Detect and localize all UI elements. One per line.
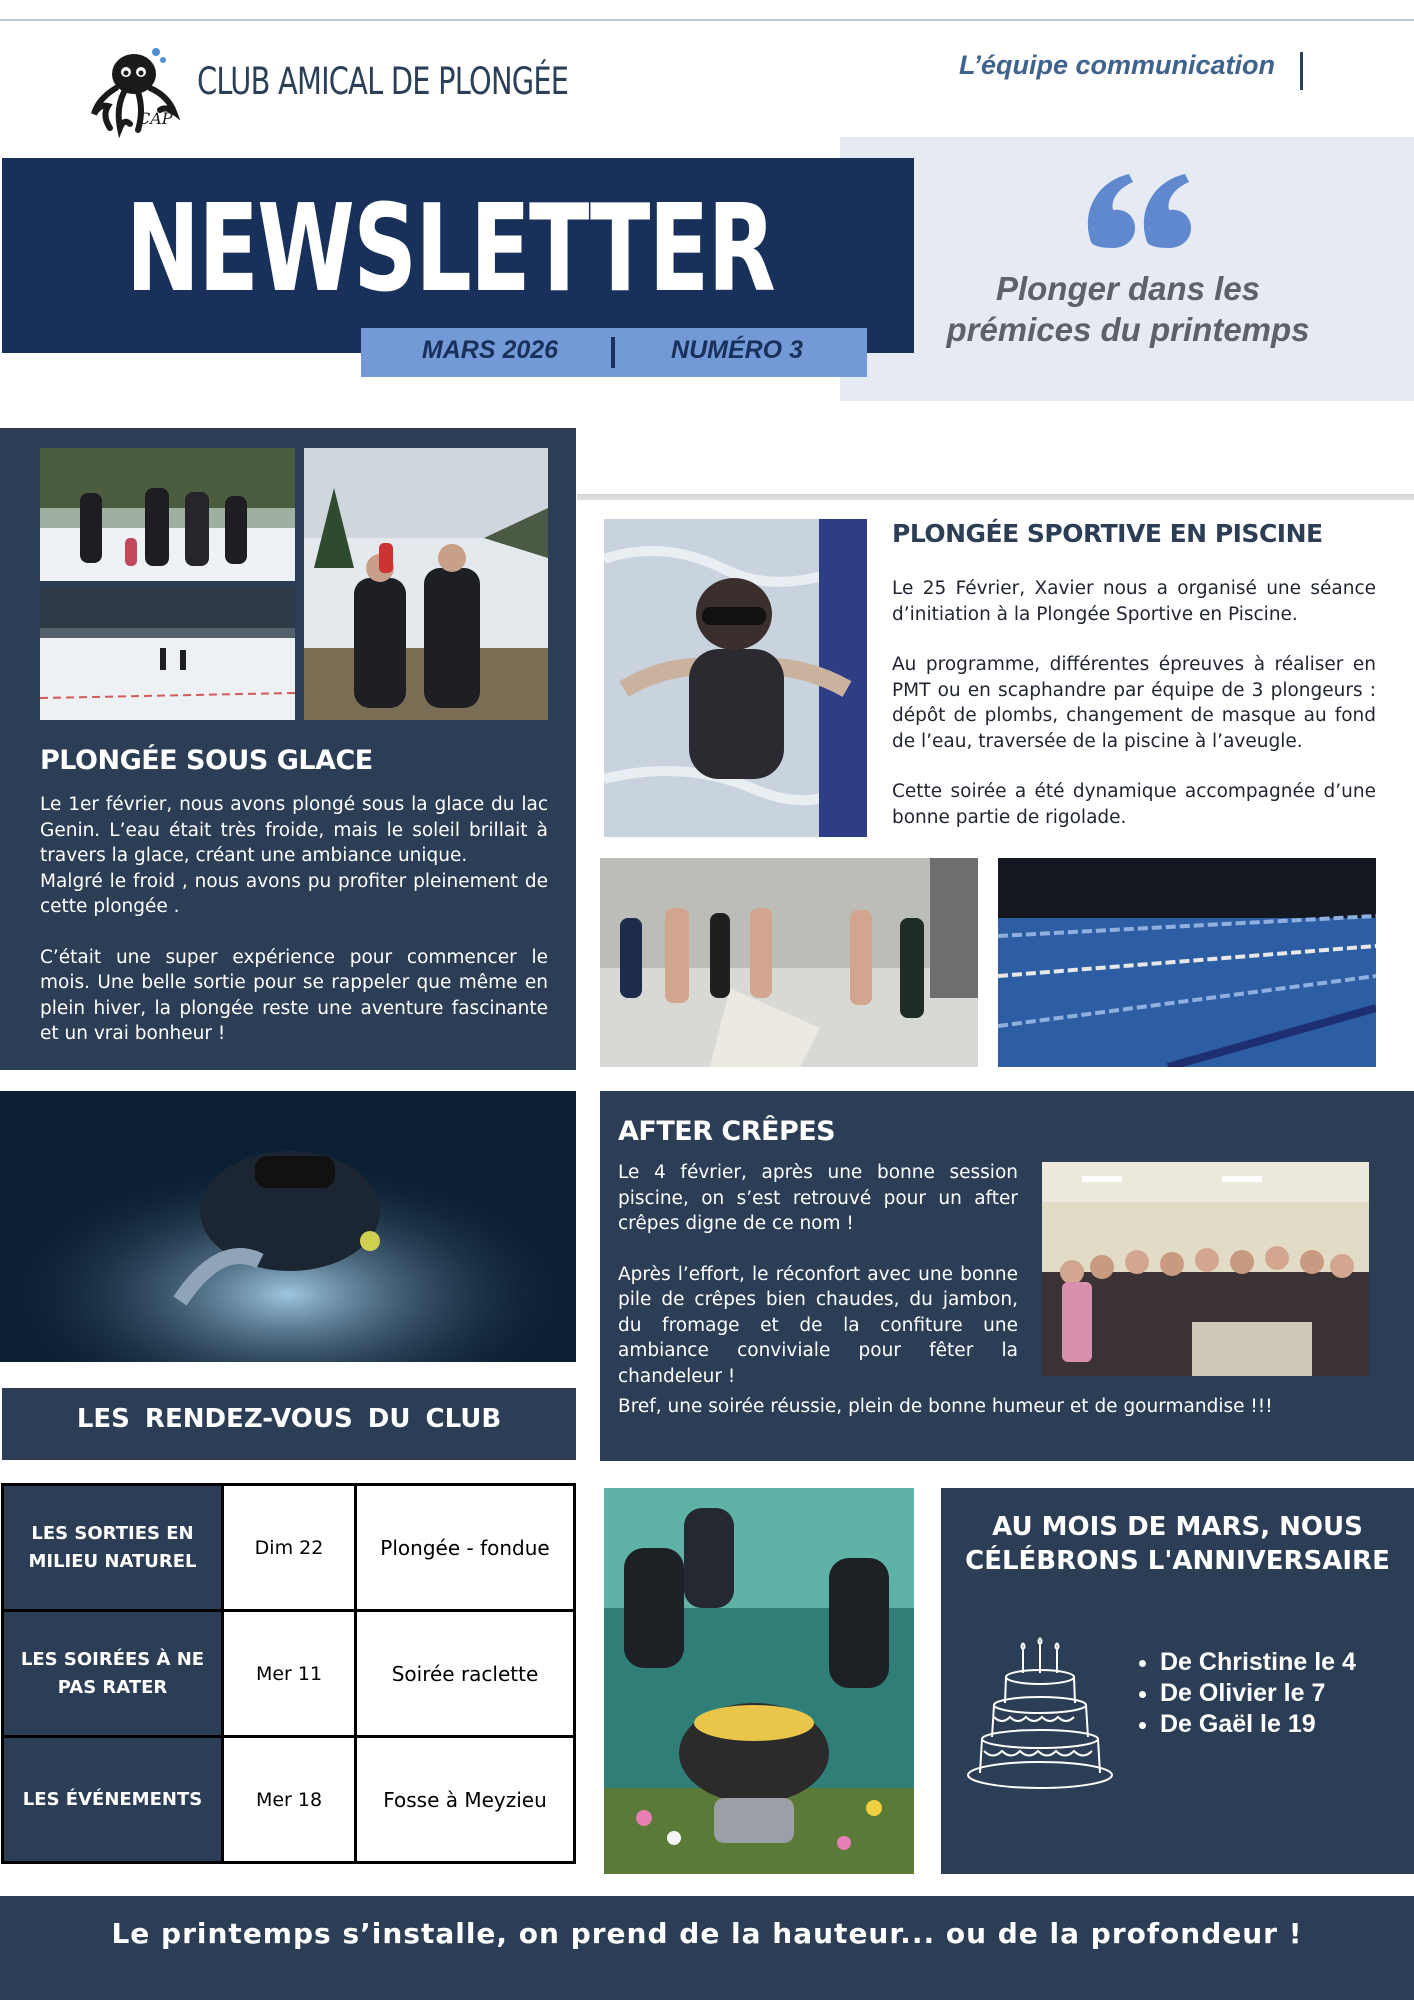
- agenda-category: LES SOIRÉES À NE PAS RATER: [3, 1611, 223, 1737]
- ice-paragraph-1: Le 1er février, nous avons plongé sous la glace du lac Genin. L’eau était très froide, mais le soleil brillait à travers la glace, créant une ambiance unique.: [40, 794, 548, 866]
- pool-text: [892, 576, 1376, 830]
- list-item: • De Olivier le 7: [1160, 1678, 1356, 1709]
- birthday-title: AU MOIS DE MARS, NOUS CÉLÉBRONS L'ANNIVERSAIRE: [965, 1512, 1390, 1576]
- issue-separator: [611, 337, 615, 368]
- table-row: [3, 1737, 575, 1863]
- birthday-list: [1130, 1647, 1356, 1740]
- list-item: • De Christine le 4: [1160, 1647, 1356, 1678]
- ice-divers-duo-photo: [304, 448, 548, 720]
- issue-number: NUMÉRO 3: [671, 336, 803, 364]
- svg-text:CAP: CAP: [138, 109, 173, 128]
- pool-briefing-photo: [600, 858, 978, 1067]
- agenda-category: LES SORTIES EN MILIEU NATUREL: [3, 1485, 223, 1611]
- quote-line-2: prémices du printemps: [946, 311, 1310, 348]
- underwater-ice-diver-photo: [0, 1091, 576, 1362]
- ice-paragraph-2: Malgré le froid , nous avons pu profiter pleinement de cette plongée .: [40, 870, 548, 917]
- frozen-lake-photo: [40, 588, 295, 720]
- agenda-event: Fosse à Meyzieu: [356, 1737, 575, 1863]
- issue-date: MARS 2026: [421, 336, 559, 364]
- octopus-logo: [86, 44, 190, 138]
- crepes-paragraph-2: Après l’effort, le réconfort avec une bonne pile de crêpes bien chaudes, du jambon, du fromage et de la confiture une ambiance conviviale pour fêter la chandeleur !: [618, 1263, 1018, 1387]
- crepes-paragraph-1: Le 4 février, après une bonne session piscine, on s’est retrouvé pour un after crêpes digne de ce nom !: [618, 1162, 1018, 1234]
- swimming-pool-photo: [998, 858, 1376, 1067]
- quote-icon: [1085, 170, 1197, 248]
- after-crepes-text: [618, 1160, 1018, 1389]
- agenda-event: Plongée - fondue: [356, 1485, 575, 1611]
- crepes-party-group-photo: [1042, 1162, 1369, 1376]
- agenda-table: [1, 1483, 576, 1864]
- agenda-event: Soirée raclette: [356, 1611, 575, 1737]
- birthday-cake-icon: [955, 1625, 1125, 1795]
- ice-dive-text: [40, 792, 548, 1047]
- top-rule: [0, 19, 1414, 21]
- underwater-fondue-illustration: [604, 1488, 914, 1874]
- table-row: [3, 1485, 575, 1611]
- agenda-day: Dim 22: [223, 1485, 356, 1611]
- ice-paragraph-3: C’était une super expérience pour commencer le mois. Une belle sortie pour se rappeler que même en plein hiver, la plongée reste une aventure fascinante et un vrai bonheur !: [40, 946, 548, 1044]
- table-row: [3, 1611, 575, 1737]
- ice-dive-title: PLONGÉE SOUS GLACE: [40, 745, 373, 776]
- pool-title: PLONGÉE SPORTIVE EN PISCINE: [892, 519, 1323, 548]
- pool-paragraph-2: Au programme, différentes épreuves à réaliser en PMT ou en scaphandre par équipe de 3 plongeurs : dépôt de plombs, changement de masque au fond de l’eau, traversée de la piscine à l’aveugle.: [892, 654, 1376, 752]
- footer-slogan: Le printemps s’installe, on prend de la hauteur... ou de la profondeur !: [111, 1917, 1303, 1950]
- team-separator: [1300, 52, 1303, 90]
- agenda-category: LES ÉVÉNEMENTS: [3, 1737, 223, 1863]
- pool-paragraph-3: Cette soirée a été dynamique accompagnée d’une bonne partie de rigolade.: [892, 781, 1376, 828]
- newsletter-title: NEWSLETTER: [125, 180, 775, 319]
- ice-divers-group-photo: [40, 448, 295, 581]
- list-item: • De Gaël le 19: [1160, 1709, 1356, 1740]
- team-credit: L’équipe communication: [958, 50, 1275, 80]
- club-name: CLUB AMICAL DE PLONGÉE: [197, 60, 569, 103]
- pool-diver-photo: [604, 519, 867, 837]
- quote-line-1: Plonger dans les: [995, 270, 1261, 307]
- pool-paragraph-1: Le 25 Février, Xavier nous a organisé une séance d’initiation à la Plongée Sportive en Piscine.: [892, 578, 1376, 625]
- crepes-paragraph-3: Bref, une soirée réussie, plein de bonne humeur et de gourmandise !!!: [618, 1396, 1273, 1417]
- after-crepes-title: AFTER CRÊPES: [618, 1116, 836, 1147]
- agenda-day: Mer 11: [223, 1611, 356, 1737]
- agenda-title: LES RENDEZ-VOUS DU CLUB: [76, 1404, 502, 1434]
- agenda-day: Mer 18: [223, 1737, 356, 1863]
